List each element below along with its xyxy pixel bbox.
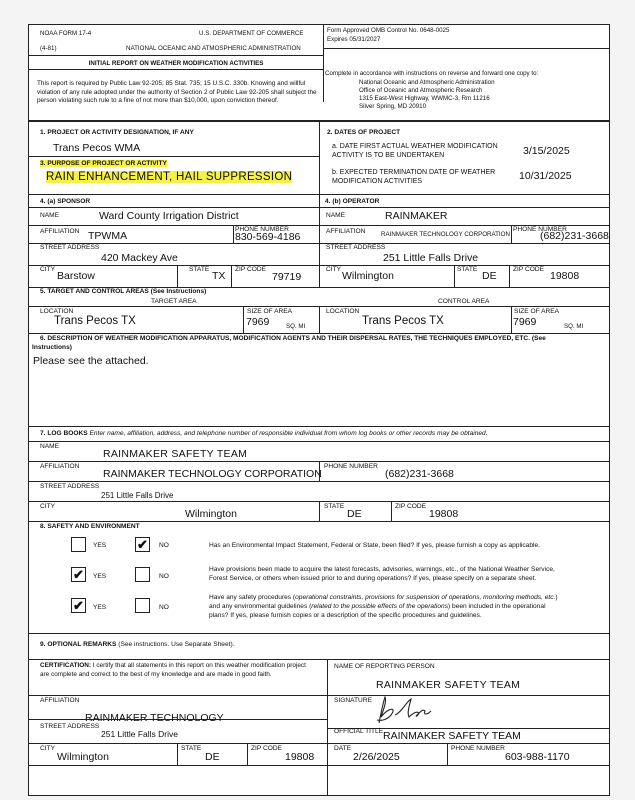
project-purpose[interactable]: RAIN ENHANCEMENT, HAIL SUPPRESSION xyxy=(46,171,293,183)
log-city[interactable]: Wilmington xyxy=(185,508,237,520)
s7-label: 7. LOG BOOKS xyxy=(40,430,88,437)
operator-city-label: CITY xyxy=(326,266,342,273)
sponsor-name-label: NAME xyxy=(40,212,60,219)
cert-city[interactable]: Wilmington xyxy=(57,751,109,763)
target-area-header: TARGET AREA xyxy=(151,298,197,305)
log-zip-label: ZIP CODE xyxy=(395,503,427,510)
q3-text-2b: related to the possible effects of the operations xyxy=(311,603,449,610)
signature-label: SIGNATURE xyxy=(334,697,372,704)
operator-phone[interactable]: (682)231-3668 xyxy=(540,230,609,242)
legal-notice: This report is required by Public Law 92-205; 85 Stat. 735; 15 U.S.C. 330b. Knowing and willful violation of any rule adopted under the authority of Section 2 of Public Law 92-205 shall subject the person violating such rule to a fine of not more than $10,000, upon conviction thereof. xyxy=(37,80,317,105)
log-street[interactable]: 251 Little Falls Drive xyxy=(101,491,174,500)
s2a-label-2: ACTIVITY IS TO BE UNDERTAKEN xyxy=(332,152,445,159)
cert-state[interactable]: DE xyxy=(205,751,220,763)
operator-affiliation[interactable]: RAINMAKER TECHNOLOGY CORPORATION xyxy=(381,231,510,238)
s9-label-line xyxy=(40,641,234,648)
cert-zip[interactable]: 19808 xyxy=(285,751,315,763)
log-affiliation[interactable]: RAINMAKER TECHNOLOGY CORPORATION xyxy=(103,468,322,480)
log-state[interactable]: DE xyxy=(347,508,362,520)
s3-label: 3. PURPOSE OF PROJECT OR ACTIVITY xyxy=(40,160,167,167)
q3-text-1c: ) xyxy=(555,594,558,601)
sponsor-city-label: CITY xyxy=(40,266,56,273)
s9-instructions: (See instructions. Use Separate Sheet). xyxy=(118,641,235,648)
s6-label: 6. DESCRIPTION OF WEATHER MODIFICATION APPARATUS, MODIFICATION AGENTS AND THEIR DISPERSAL RATES, THE TECHNIQUES EMPLOYED, ETC. (See xyxy=(40,335,546,342)
operator-street[interactable]: 251 Little Falls Drive xyxy=(383,252,479,264)
sponsor-label: 4. (a) SPONSOR xyxy=(40,198,91,205)
operator-zip[interactable]: 19808 xyxy=(550,270,580,282)
q3-text-2c: ) been included in the operational xyxy=(448,603,546,610)
sponsor-phone[interactable]: 830-569-4186 xyxy=(235,231,301,243)
log-city-label: CITY xyxy=(40,503,56,510)
reporter-label: NAME OF REPORTING PERSON xyxy=(334,663,435,670)
q1-yes-label: YES xyxy=(93,542,107,549)
s9-label: 9. OPTIONAL REMARKS xyxy=(40,641,117,648)
log-phone-label: PHONE NUMBER xyxy=(324,463,378,470)
form-date: (4-81) xyxy=(40,45,57,52)
log-street-label: STREET ADDRESS xyxy=(40,483,100,490)
q2-text-2: Forest Service, or others when issued prior to and during operations? If yes, please specify on a separate sheet. xyxy=(209,575,537,582)
q1-yes-checkbox[interactable] xyxy=(71,537,86,552)
sponsor-city[interactable]: Barstow xyxy=(57,270,95,282)
operator-zip-label: ZIP CODE xyxy=(513,266,545,273)
form-number: NOAA FORM 17-4 xyxy=(40,30,92,37)
s2a-label-1: a. DATE FIRST ACTUAL WEATHER MODIFICATION xyxy=(332,143,498,150)
address-intro: Complete in accordance with instructions on reverse and forward one copy to: xyxy=(325,70,539,77)
s2-label: 2. DATES OF PROJECT xyxy=(327,129,401,136)
q3-text-2 xyxy=(209,603,546,610)
target-location-label: LOCATION xyxy=(40,308,74,315)
address-line-4: Silver Spring, MD 20910 xyxy=(359,103,427,110)
operator-name[interactable]: RAINMAKER xyxy=(385,210,448,222)
cert-street-label: STREET ADDRESS xyxy=(40,723,100,730)
q3-no-label: NO xyxy=(159,604,169,611)
q2-yes-checkbox[interactable]: ✔ xyxy=(71,567,86,582)
q3-text-1b: operational constraints, provisions for suspension of operations, monitoring methods, etc. xyxy=(295,594,556,601)
address-line-2: Office of Oceanic and Atmospheric Research xyxy=(359,87,483,94)
project-designation[interactable]: Trans Pecos WMA xyxy=(53,142,141,154)
sponsor-name[interactable]: Ward County Irrigation District xyxy=(99,210,239,222)
control-area-header: CONTROL AREA xyxy=(438,298,490,305)
sponsor-affiliation-label: AFFILIATION xyxy=(40,228,80,235)
end-date[interactable]: 10/31/2025 xyxy=(519,170,572,182)
sponsor-phone-label: PHONE NUMBER xyxy=(235,226,289,233)
q3-yes-checkbox[interactable]: ✔ xyxy=(71,598,86,613)
date-label: DATE xyxy=(334,745,352,752)
sponsor-state-label: STATE xyxy=(189,266,210,273)
q1-no-label: NO xyxy=(159,542,169,549)
signature-image xyxy=(371,693,437,727)
q3-no-checkbox[interactable] xyxy=(135,598,150,613)
form-title: INITIAL REPORT ON WEATHER MODIFICATION ACTIVITIES xyxy=(88,60,264,67)
cert-affiliation[interactable]: RAINMAKER TECHNOLOGY xyxy=(85,712,224,724)
s7-instructions: Enter name, affiliation, address, and telephone number of responsible individual from whom log books or other records may be obtained. xyxy=(89,430,488,437)
description[interactable]: Please see the attached. xyxy=(33,355,149,367)
log-affiliation-label: AFFILIATION xyxy=(40,463,80,470)
sponsor-affiliation[interactable]: TPWMA xyxy=(88,230,128,242)
log-zip[interactable]: 19808 xyxy=(429,508,459,520)
q2-text-1: Have provisions been made to acquire the latest forecasts, advisories, warnings, etc., of the National Weather Service, xyxy=(209,566,555,573)
cert-date[interactable]: 2/26/2025 xyxy=(353,751,400,763)
cert-text: I certify that all statements in this report on this weather modification project are complete and correct to the best of my knowledge and are made in good faith. xyxy=(40,662,306,678)
operator-affiliation-label: AFFILIATION xyxy=(326,228,366,235)
cert-zip-label: ZIP CODE xyxy=(251,745,283,752)
operator-street-label: STREET ADDRESS xyxy=(326,244,386,251)
q3-text-1 xyxy=(209,594,558,601)
target-location[interactable]: Trans Pecos TX xyxy=(54,315,136,327)
noaa-form-17-4 xyxy=(28,24,610,796)
log-phone[interactable]: (682)231-3668 xyxy=(385,468,454,480)
q3-text-1a: Have any safety procedures ( xyxy=(209,594,296,601)
s1-label: 1. PROJECT OR ACTIVITY DESIGNATION, IF ANY xyxy=(40,129,194,136)
administration: NATIONAL OCEANIC AND ATMOSPHERIC ADMINISTRATION xyxy=(126,45,301,52)
sponsor-zip[interactable]: 79719 xyxy=(272,271,302,283)
official-title-label: OFFICIAL TITLE xyxy=(334,728,384,735)
target-size[interactable]: 7969 xyxy=(246,316,270,328)
sponsor-street-label: STREET ADDRESS xyxy=(40,244,100,251)
sponsor-zip-label: ZIP CODE xyxy=(235,266,267,273)
target-unit: SQ. MI xyxy=(286,323,306,330)
cert-phone[interactable]: 603-988-1170 xyxy=(505,751,570,763)
log-name-label: NAME xyxy=(40,443,60,450)
cert-state-label: STATE xyxy=(181,745,202,752)
s2b-label-2: MODIFICATION ACTIVITIES xyxy=(332,178,423,185)
operator-city[interactable]: Wilmington xyxy=(342,270,394,282)
cert-city-label: CITY xyxy=(40,745,56,752)
log-state-label: STATE xyxy=(324,503,345,510)
control-size[interactable]: 7969 xyxy=(513,316,537,328)
cert-phone-label: PHONE NUMBER xyxy=(451,745,505,752)
target-size-label: SIZE OF AREA xyxy=(247,308,293,315)
s5-label: 5. TARGET AND CONTROL AREAS (See Instructions) xyxy=(40,288,207,295)
address-line-3: 1315 East-West Highway, WWMC-3, Rm 11216 xyxy=(359,95,490,102)
q3-yes-label: YES xyxy=(93,604,107,611)
s2b-label-1: b. EXPECTED TERMINATION DATE OF WEATHER xyxy=(332,169,496,176)
cert-affiliation-label: AFFILIATION xyxy=(40,697,80,704)
control-unit: SQ. MI xyxy=(564,323,584,330)
control-location[interactable]: Trans Pecos TX xyxy=(362,315,444,327)
operator-label: 4. (b) OPERATOR xyxy=(325,198,380,205)
control-location-label: LOCATION xyxy=(326,308,360,315)
operator-phone-label: PHONE NUMBER xyxy=(513,226,567,233)
q2-yes-label: YES xyxy=(93,573,107,580)
q1-no-checkbox[interactable]: ✔ xyxy=(135,537,150,552)
official-title[interactable]: RAINMAKER SAFETY TEAM xyxy=(383,730,521,742)
omb-expiry: Expires 05/31/2027 xyxy=(327,36,381,43)
sponsor-street[interactable]: 420 Mackey Ave xyxy=(101,252,178,264)
control-size-label: SIZE OF AREA xyxy=(514,308,560,315)
address-line-1: National Oceanic and Atmospheric Administration xyxy=(359,79,495,86)
department: U.S. DEPARTMENT OF COMMERCE xyxy=(199,30,304,37)
operator-name-label: NAME xyxy=(326,212,346,219)
reporter-name[interactable]: RAINMAKER SAFETY TEAM xyxy=(376,679,521,691)
certification xyxy=(40,662,310,679)
q3-text-3: plans? If yes, please furnish copies or a description of the specific procedures and guidelines. xyxy=(209,612,482,619)
s8-label: 8. SAFETY AND ENVIRONMENT xyxy=(40,523,140,530)
omb-control: Form Approved OMB Control No. 0648-0025 xyxy=(327,27,450,34)
cert-label: CERTIFICATION: xyxy=(40,662,91,669)
operator-state[interactable]: DE xyxy=(482,270,497,282)
q2-no-checkbox[interactable] xyxy=(135,567,150,582)
s6-label-2: Instructions) xyxy=(32,344,72,351)
q1-text: Has an Environmental Impact Statement, Federal or State, been filed? If yes, please furnish a copy as applicable. xyxy=(209,542,540,549)
q2-no-label: NO xyxy=(159,573,169,580)
operator-state-label: STATE xyxy=(457,266,478,273)
log-name[interactable]: RAINMAKER SAFETY TEAM xyxy=(103,448,248,460)
q3-text-2a: and any environmental guidelines ( xyxy=(209,603,312,610)
start-date[interactable]: 3/15/2025 xyxy=(523,145,570,157)
s7-label-line xyxy=(40,430,488,437)
sponsor-state[interactable]: TX xyxy=(212,270,226,282)
cert-street[interactable]: 251 Little Falls Drive xyxy=(101,729,179,739)
